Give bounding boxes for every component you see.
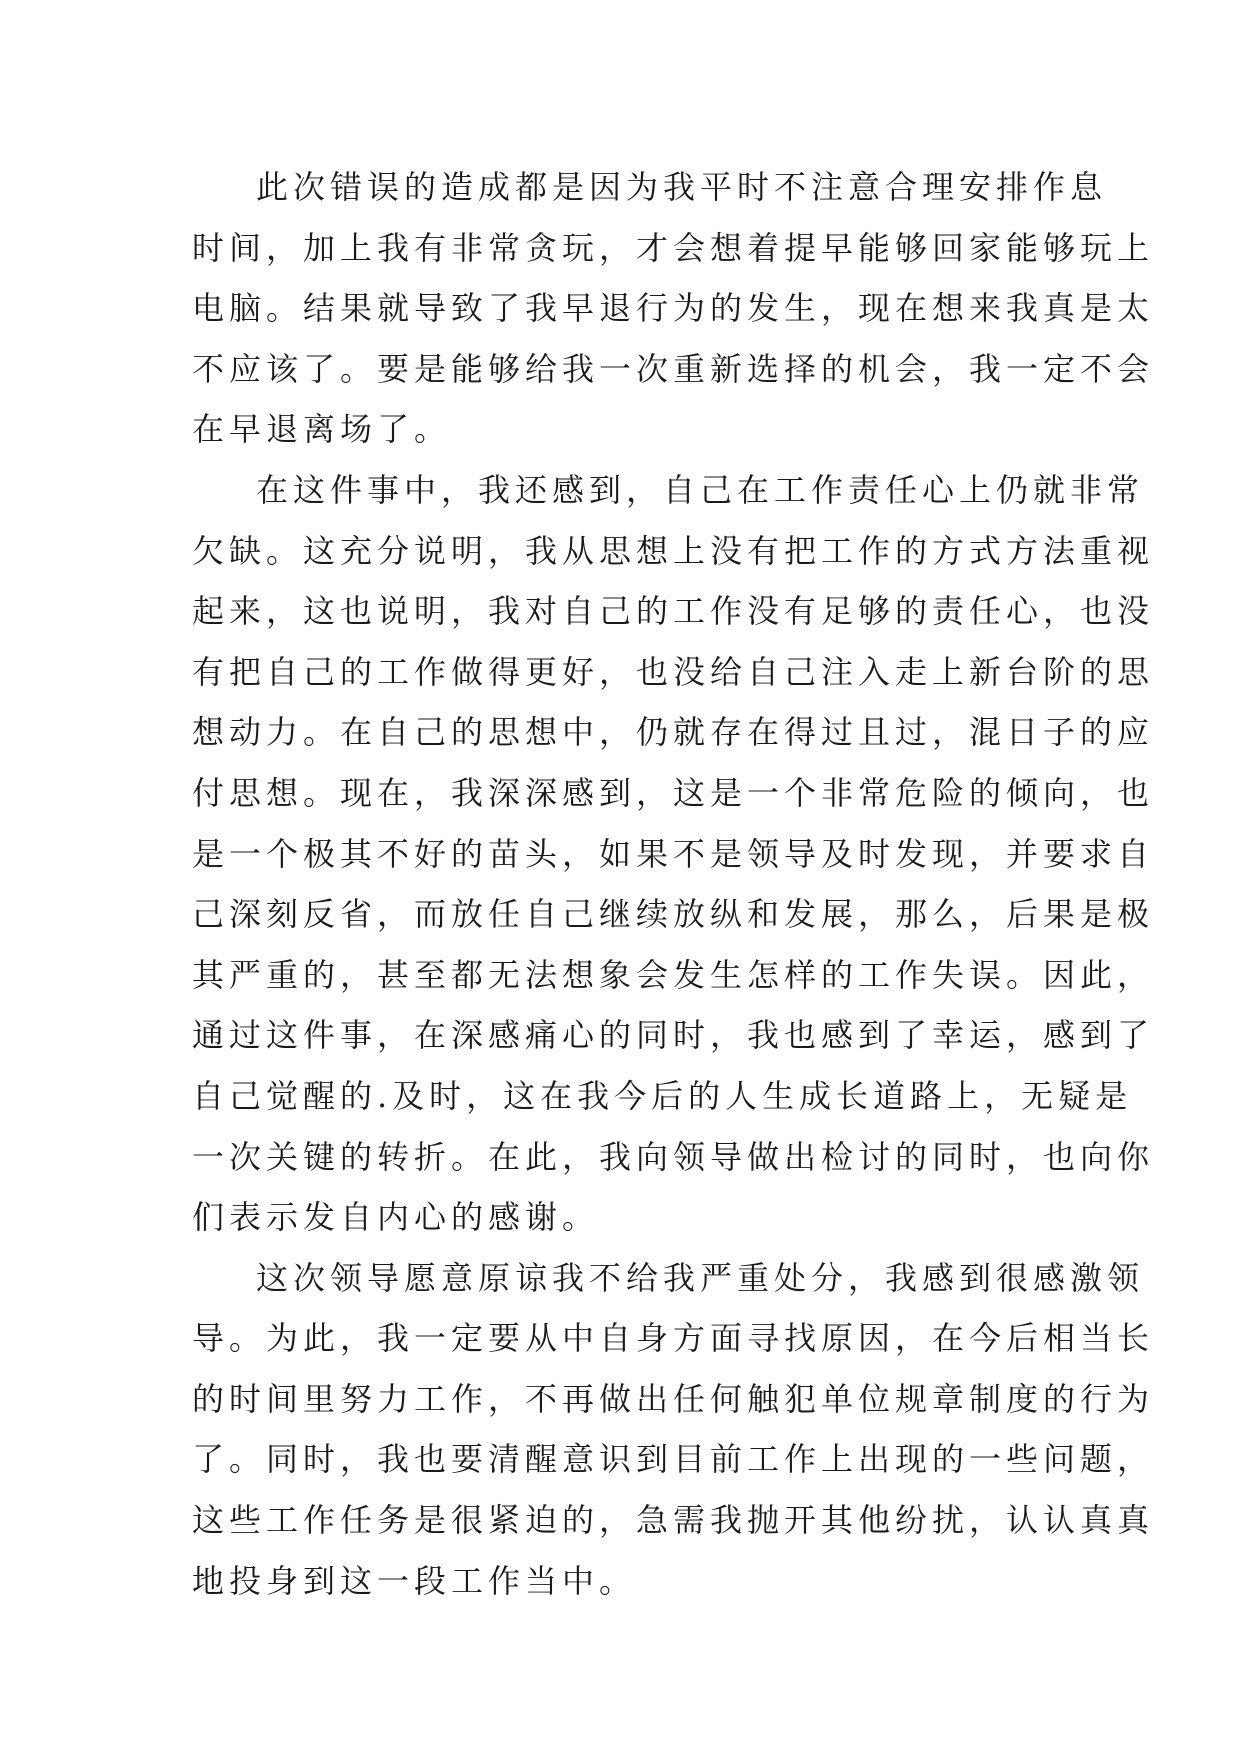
paragraph-2-line-13: 们表示发自内心的感谢。	[192, 1198, 600, 1237]
paragraph-2-line-8: 己深刻反省，而放任自己继续放纵和发展，那么，后果是极	[192, 895, 1155, 934]
paragraph-3-line-3: 的时间里努力工作，不再做出任何触犯单位规章制度的行为	[192, 1379, 1155, 1418]
paragraph-1-line-2: 时间，加上我有非常贪玩，才会想着提早能够回家能够玩上	[192, 228, 1155, 267]
paragraph-1-line-3: 电脑。结果就导致了我早退行为的发生，现在想来我真是太	[192, 289, 1155, 328]
paragraph-1-line-5: 在早退离场了。	[192, 410, 452, 449]
paragraph-3-line-2: 导。为此，我一定要从中自身方面寻找原因，在今后相当长	[192, 1319, 1155, 1358]
paragraph-1-line-4: 不应该了。要是能够给我一次重新选择的机会，我一定不会	[192, 349, 1155, 388]
paragraph-2-line-1: 在这件事中，我还感到，自己在工作责任心上仍就非常	[256, 470, 1145, 509]
paragraph-3-line-1: 这次领导愿意原谅我不给我严重处分，我感到很感激领	[256, 1258, 1145, 1297]
paragraph-2-line-2: 欠缺。这充分说明，我从思想上没有把工作的方式方法重视	[192, 531, 1155, 570]
paragraph-3-line-6: 地投身到这一段工作当中。	[192, 1561, 637, 1600]
paragraph-1-line-1: 此次错误的造成都是因为我平时不注意合理安排作息	[256, 168, 1108, 206]
paragraph-3-line-5: 这些工作任务是很紧迫的，急需我抛开其他纷扰，认认真真	[192, 1501, 1155, 1540]
paragraph-2-line-10: 通过这件事，在深感痛心的同时，我也感到了幸运，感到了	[192, 1016, 1155, 1055]
paragraph-2-line-5: 想动力。在自己的思想中，仍就存在得过且过，混日子的应	[192, 713, 1155, 752]
paragraph-3-line-4: 了。同时，我也要清醒意识到目前工作上出现的一些问题，	[192, 1440, 1155, 1479]
paragraph-2-line-4: 有把自己的工作做得更好，也没给自己注入走上新台阶的思	[192, 652, 1155, 691]
paragraph-2-line-12: 一次关键的转折。在此，我向领导做出检讨的同时，也向你	[192, 1137, 1155, 1176]
paragraph-2-line-7: 是一个极其不好的苗头，如果不是领导及时发现，并要求自	[192, 834, 1155, 873]
paragraph-2-line-6: 付思想。现在，我深深感到，这是一个非常危险的倾向，也	[192, 773, 1155, 812]
document-body	[192, 157, 1155, 1611]
paragraph-2-line-3: 起来，这也说明，我对自己的工作没有足够的责任心，也没	[192, 592, 1155, 631]
paragraph-2-line-9: 其严重的，甚至都无法想象会发生怎样的工作失误。因此，	[192, 955, 1155, 994]
paragraph-2-line-11: 自己觉醒的.及时，这在我今后的人生成长道路上，无疑是	[192, 1076, 1133, 1115]
